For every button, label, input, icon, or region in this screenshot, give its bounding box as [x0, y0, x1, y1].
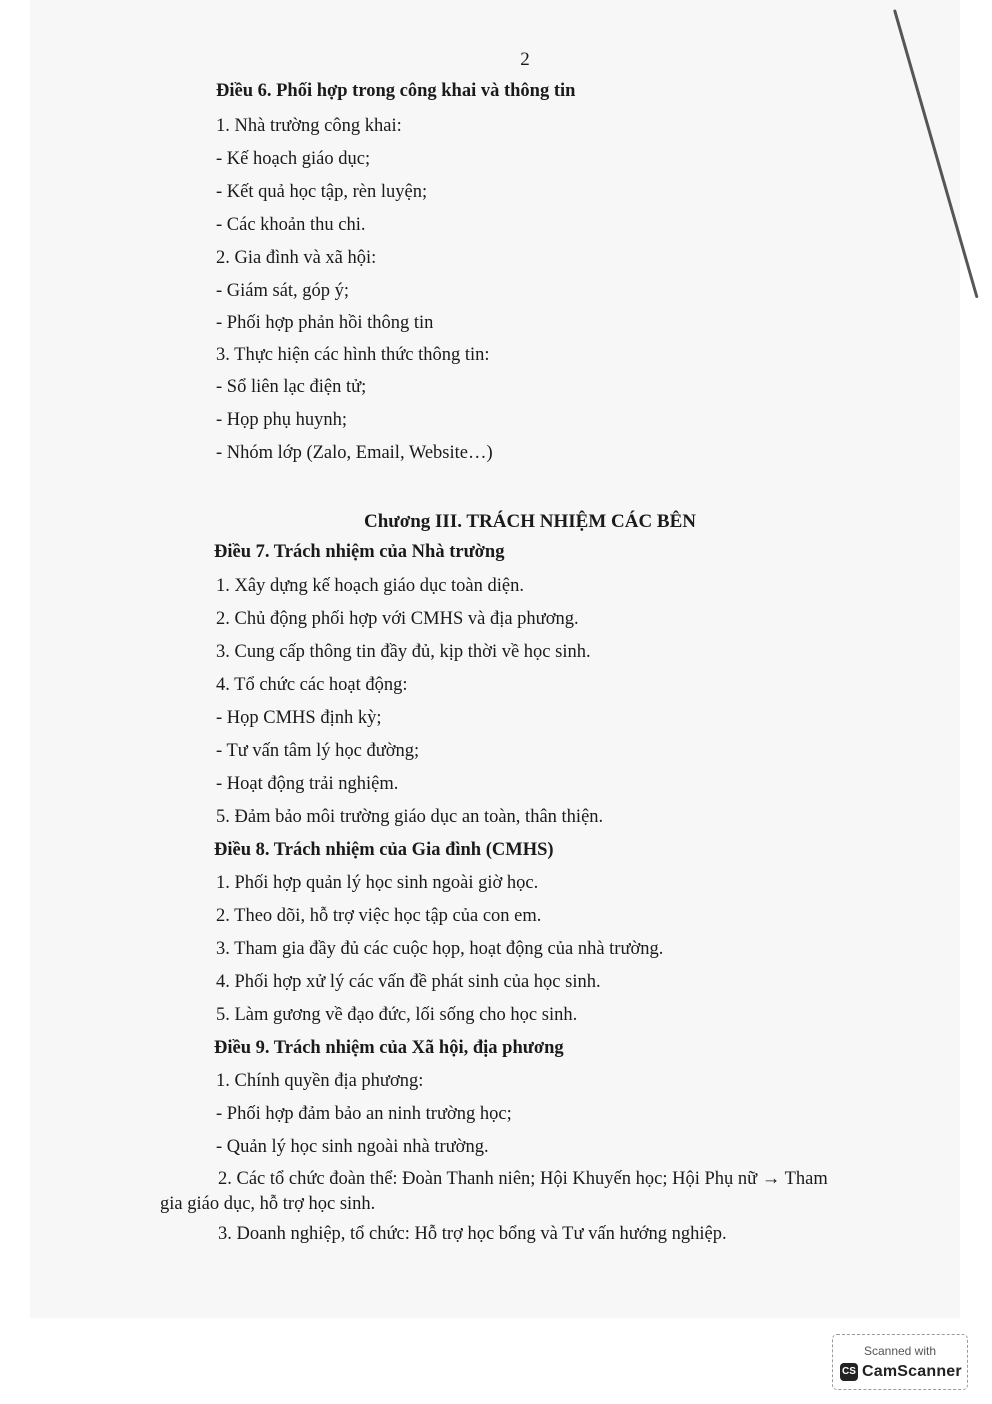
- article-7-line: 1. Xây dựng kế hoạch giáo dục toàn diện.: [216, 576, 524, 596]
- camscanner-logo-icon: CS: [840, 1363, 858, 1381]
- page-number: 2: [520, 49, 530, 70]
- article-6-line: - Kế hoạch giáo dục;: [216, 149, 371, 169]
- camscanner-badge: [832, 1334, 968, 1390]
- article-9-line: 1. Chính quyền địa phương:: [216, 1071, 424, 1091]
- article-9-para2-continued: gia giáo dục, hỗ trợ học sinh.: [160, 1194, 376, 1214]
- article-7-line: 3. Cung cấp thông tin đầy đủ, kịp thời về học sinh.: [216, 642, 591, 662]
- article-8-line: 3. Tham gia đầy đủ các cuộc họp, hoạt động của nhà trường.: [216, 939, 664, 959]
- article-6-line: - Kết quả học tập, rèn luyện;: [216, 182, 428, 202]
- article-6-line: - Giám sát, góp ý;: [216, 281, 350, 301]
- article-9-line: - Phối hợp đảm bảo an ninh trường học;: [216, 1104, 512, 1124]
- article-8-heading: Điều 8. Trách nhiệm của Gia đình (CMHS): [214, 840, 554, 860]
- chapter-title: Chương III. TRÁCH NHIỆM CÁC BÊN: [364, 511, 696, 532]
- article-6-line: - Họp phụ huynh;: [216, 410, 348, 430]
- article-7-heading: Điều 7. Trách nhiệm của Nhà trường: [214, 542, 505, 562]
- article-7-line: - Tư vấn tâm lý học đường;: [216, 741, 420, 761]
- article-9-heading: Điều 9. Trách nhiệm của Xã hội, địa phương: [214, 1038, 564, 1058]
- article-7-line: - Họp CMHS định kỳ;: [216, 708, 382, 728]
- article-7-line: 2. Chủ động phối hợp với CMHS và địa phương.: [216, 609, 579, 629]
- article-6-line: 3. Thực hiện các hình thức thông tin:: [216, 345, 490, 365]
- article-9-para2: 2. Các tổ chức đoàn thể: Đoàn Thanh niên; Hội Khuyến học; Hội Phụ nữ → Tham: [218, 1169, 828, 1189]
- article-7-line: - Hoạt động trải nghiệm.: [216, 774, 399, 794]
- article-6-line: 2. Gia đình và xã hội:: [216, 248, 377, 268]
- article-6-heading: Điều 6. Phối hợp trong công khai và thông tin: [216, 81, 576, 101]
- scanned-with-caption: Scanned with: [863, 1344, 937, 1358]
- camscanner-brand: CamScanner: [862, 1363, 962, 1380]
- article-9-line: - Quản lý học sinh ngoài nhà trường.: [216, 1137, 489, 1157]
- article-6-line: - Sổ liên lạc điện tử;: [216, 377, 367, 397]
- article-7-line: 4. Tổ chức các hoạt động:: [216, 675, 408, 695]
- article-8-line: 1. Phối hợp quản lý học sinh ngoài giờ học.: [216, 873, 539, 893]
- article-8-line: 5. Làm gương về đạo đức, lối sống cho học sinh.: [216, 1005, 578, 1025]
- article-6-line: 1. Nhà trường công khai:: [216, 116, 402, 136]
- article-7-line: 5. Đảm bảo môi trường giáo dục an toàn, thân thiện.: [216, 807, 604, 827]
- article-6-line: - Nhóm lớp (Zalo, Email, Website…): [216, 443, 493, 463]
- article-8-line: 4. Phối hợp xử lý các vấn đề phát sinh của học sinh.: [216, 972, 601, 992]
- article-6-line: - Phối hợp phản hồi thông tin: [216, 313, 434, 333]
- article-6-line: - Các khoản thu chi.: [216, 215, 366, 235]
- article-8-line: 2. Theo dõi, hỗ trợ việc học tập của con em.: [216, 906, 542, 926]
- article-9-para3: 3. Doanh nghiệp, tổ chức: Hỗ trợ học bổng và Tư vấn hướng nghiệp.: [218, 1224, 727, 1244]
